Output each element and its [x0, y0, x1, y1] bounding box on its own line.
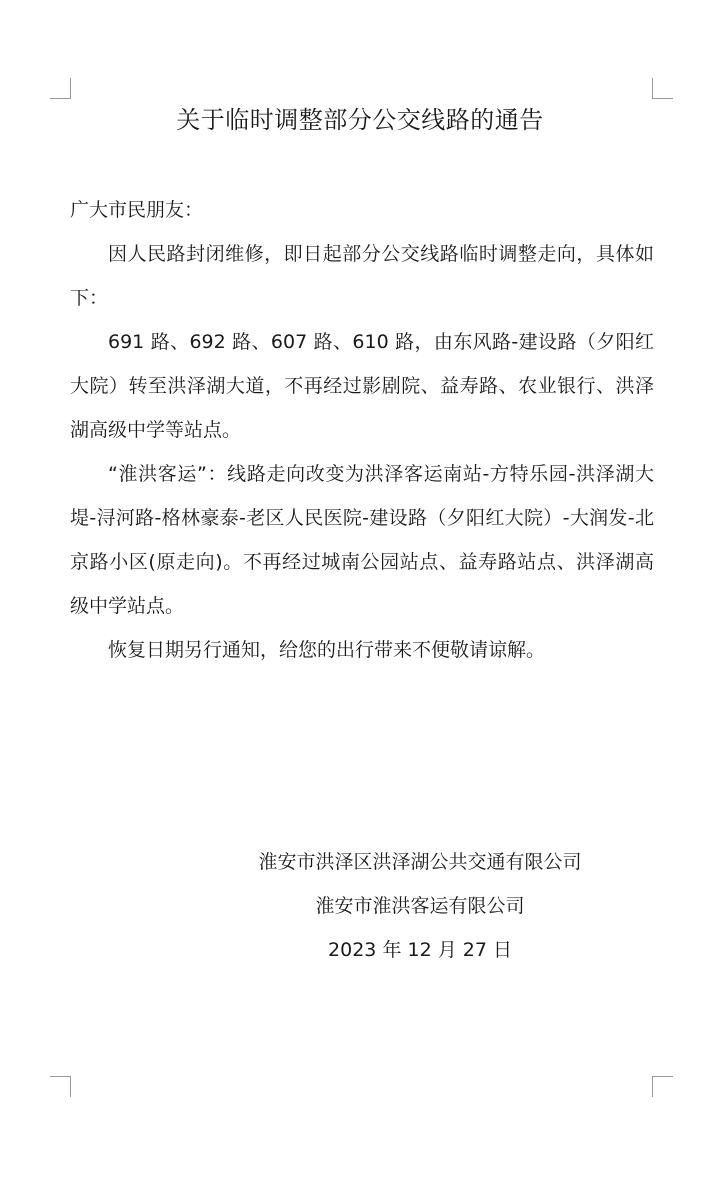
notice-date: 2023 年 12 月 27 日 — [328, 939, 512, 961]
page-corner-mark-bottom-left — [50, 1076, 71, 1097]
paragraph-closing: 恢复日期另行通知，给您的出行带来不便敬请谅解。 — [108, 639, 546, 661]
paragraph-intro: 因人民路封闭维修，即日起部分公交线路临时调整走向，具体如下： — [70, 243, 654, 309]
issuer-bus-company: 淮安市洪泽区洪泽湖公共交通有限公司 — [258, 851, 582, 873]
paragraph-huaihong-route: “淮洪客运”：线路走向改变为洪泽客运南站-方特乐园-洪泽湖大堤-浔河路-格林豪泰-老区人民医院-建设路（夕阳红大院）-大润发-北京路小区(原走向)。不再经过城南公园站点、益寿路站点、洪泽湖高级中学站点。 — [70, 463, 654, 617]
notice-body — [70, 188, 654, 672]
issuer-passenger-transport-company: 淮安市淮洪客运有限公司 — [315, 895, 525, 917]
signature-block — [210, 840, 630, 972]
paragraph-routes-691-692-607-610: 691 路、692 路、607 路、610 路，由东风路-建设路（夕阳红大院）转至洪泽湖大道，不再经过影剧院、益寿路、农业银行、洪泽湖高级中学等站点。 — [70, 331, 654, 441]
notice-title: 关于临时调整部分公交线路的通告 — [176, 106, 544, 134]
page-corner-mark-bottom-right — [652, 1076, 673, 1097]
page-corner-mark-top-left — [50, 78, 71, 99]
page-corner-mark-top-right — [652, 78, 673, 99]
salutation: 广大市民朋友： — [70, 199, 204, 221]
